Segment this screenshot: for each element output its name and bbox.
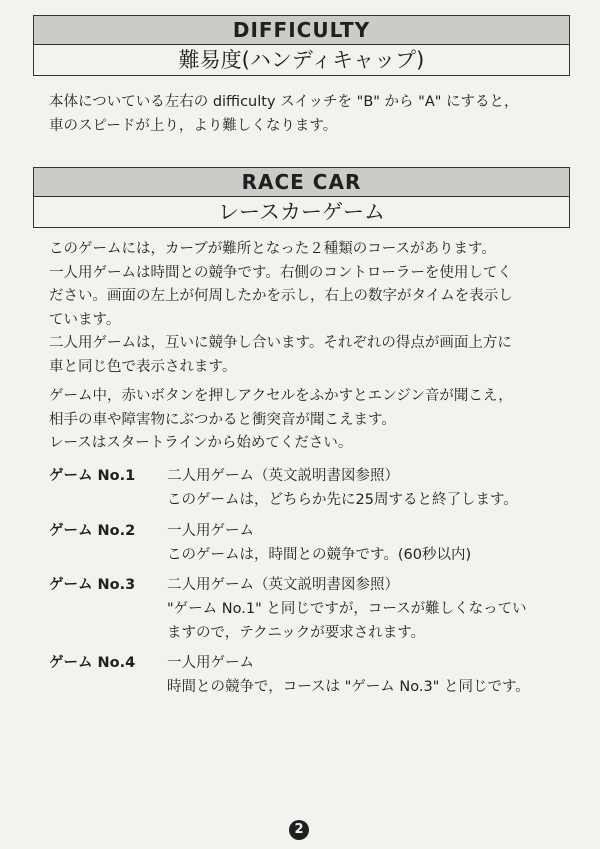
difficulty-header bbox=[33, 15, 570, 76]
difficulty-title-en: DIFFICULTY bbox=[34, 16, 569, 45]
game-desc-line: このゲームは，どちらか先に25周すると終了します。 bbox=[167, 492, 518, 508]
race-car-intro bbox=[49, 238, 579, 456]
game-label: ゲーム No.3 bbox=[49, 577, 136, 593]
difficulty-line: 本体についている左右の difficulty スイッチを "B" から "A" にすると， bbox=[49, 94, 519, 110]
game-desc-line: 一人用ゲーム bbox=[167, 523, 254, 539]
intro-line: ゲーム中，赤いボタンを押しアクセルをふかすとエンジン音が聞こえ， bbox=[49, 388, 513, 404]
intro-line: ださい。画面の左上が何周したかを示し，右上の数字がタイムを表示し bbox=[49, 288, 513, 304]
game-desc-line: このゲームは，時間との競争です。(60秒以内) bbox=[167, 547, 472, 563]
intro-line: レースはスタートラインから始めてください。 bbox=[49, 435, 353, 451]
race-car-title-ja: レースカーゲーム bbox=[34, 197, 569, 227]
game-desc-line: 一人用ゲーム bbox=[167, 655, 254, 671]
intro-line: 二人用ゲームは，互いに競争し合います。それぞれの得点が画面上方に bbox=[49, 335, 512, 351]
difficulty-text bbox=[49, 91, 579, 138]
intro-line: 一人用ゲームは時間との競争です。右側のコントローラーを使用してく bbox=[49, 264, 512, 281]
game-label: ゲーム No.4 bbox=[49, 655, 136, 671]
game-desc-line: 時間との競争で，コースは "ゲーム No.3" と同じです。 bbox=[167, 679, 530, 695]
race-car-header bbox=[33, 167, 570, 228]
game-desc-line: 二人用ゲーム（英文説明書図参照） bbox=[167, 577, 399, 593]
difficulty-title-ja: 難易度(ハンディキャップ) bbox=[34, 45, 569, 75]
race-car-title-en: RACE CAR bbox=[34, 168, 569, 197]
game-label: ゲーム No.1 bbox=[49, 468, 136, 484]
intro-line: 車と同じ色で表示されます。 bbox=[49, 358, 237, 375]
intro-line: このゲームには，カーブが難所となった２種類のコースがあります。 bbox=[49, 241, 496, 257]
intro-line: ています。 bbox=[49, 311, 121, 328]
game-desc-line: "ゲーム No.1" と同じですが，コースが難しくなってい bbox=[167, 601, 527, 617]
intro-line: 相手の車や障害物にぶつかると衝突音が聞こえます。 bbox=[49, 411, 396, 428]
page-number: 2 bbox=[289, 820, 309, 840]
difficulty-line: 車のスピードが上り，より難しくなります。 bbox=[49, 117, 338, 134]
game-label: ゲーム No.2 bbox=[49, 523, 136, 539]
game-desc-line: ますので，テクニックが要求されます。 bbox=[167, 625, 426, 641]
game-desc-line: 二人用ゲーム（英文説明書図参照） bbox=[167, 468, 399, 484]
